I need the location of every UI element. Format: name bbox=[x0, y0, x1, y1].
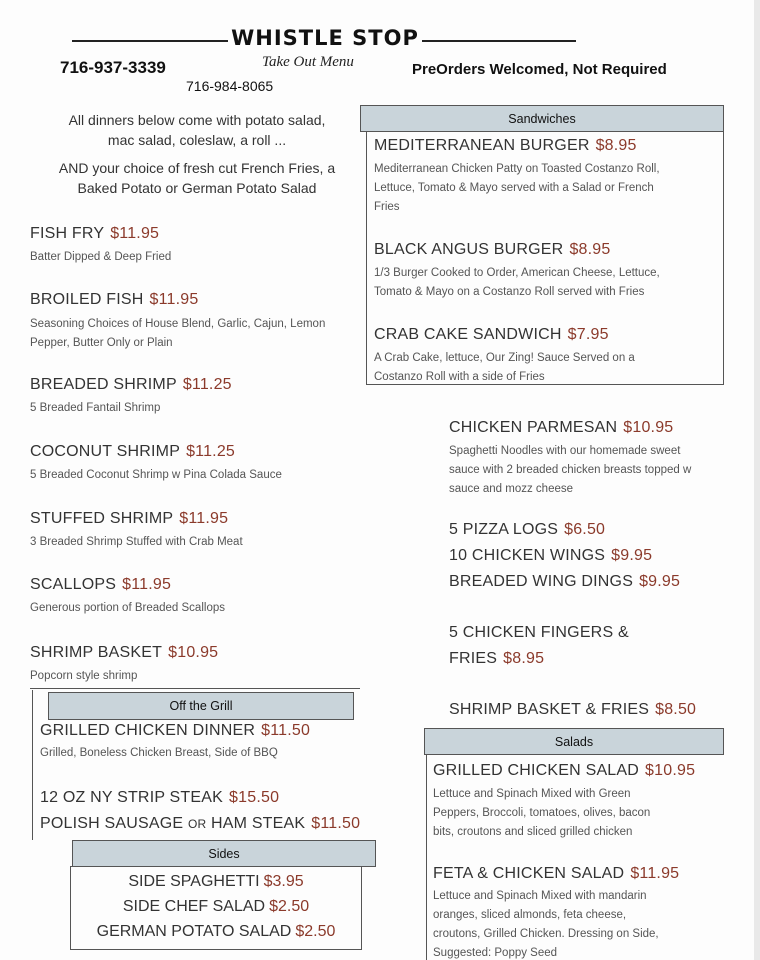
desc-line: 1/3 Burger Cooked to Order, American Cheese, Lettuce, bbox=[374, 267, 660, 279]
desc-line: Suggested: Poppy Seed bbox=[433, 947, 558, 959]
menu-item-fish-fry bbox=[30, 225, 159, 243]
desc-line: Seasoning Choices of House Blend, Garlic, Cajun, Lemon bbox=[30, 318, 326, 330]
item-description bbox=[374, 349, 635, 387]
item-price: $11.25 bbox=[182, 376, 232, 393]
sides-header: Sides bbox=[72, 840, 376, 867]
intro-line: Baked Potato or German Potato Salad bbox=[77, 180, 317, 196]
item-name: GRILLED CHICKEN DINNER bbox=[40, 722, 256, 739]
menu-item-stuffed-shrimp bbox=[30, 510, 228, 528]
item-price: $8.50 bbox=[655, 701, 697, 718]
desc-line: Lettuce and Spinach Mixed with mandarin bbox=[433, 890, 647, 902]
restaurant-title: WHISTLE STOP bbox=[231, 26, 419, 50]
item-price: $9.95 bbox=[611, 547, 653, 564]
item-name: 5 PIZZA LOGS bbox=[449, 521, 559, 538]
item-name: BLACK ANGUS BURGER bbox=[374, 241, 564, 258]
intro-text-choice bbox=[30, 158, 364, 198]
menu-item-broiled-fish bbox=[30, 291, 199, 309]
menu-item-feta-chicken-salad bbox=[433, 865, 679, 883]
item-price: $8.95 bbox=[503, 650, 545, 667]
item-price: $11.95 bbox=[122, 576, 172, 593]
item-price: $9.95 bbox=[639, 573, 681, 590]
item-name: SIDE SPAGHETTI bbox=[128, 873, 260, 890]
desc-line: Mediterranean Chicken Patty on Toasted Costanzo Roll, bbox=[374, 163, 660, 175]
salads-box-edge bbox=[426, 754, 427, 960]
menu-item-shrimp-basket bbox=[30, 644, 218, 662]
side-item bbox=[71, 873, 361, 891]
menu-item-grilled-chicken-salad bbox=[433, 762, 695, 780]
sides-box bbox=[70, 866, 362, 950]
side-item bbox=[71, 898, 361, 916]
desc-line: Peppers, Broccoli, tomatoes, olives, bacon bbox=[433, 807, 651, 819]
title-rule-left bbox=[72, 40, 228, 42]
menu-item-shrimp-basket-fries bbox=[449, 701, 696, 719]
intro-line: All dinners below come with potato salad, bbox=[68, 112, 326, 128]
item-description: 5 Breaded Fantail Shrimp bbox=[30, 402, 161, 414]
item-price: $11.50 bbox=[311, 815, 361, 832]
phone-number-primary: 716-937-3339 bbox=[60, 58, 166, 77]
item-price: $7.95 bbox=[567, 326, 609, 343]
intro-line: mac salad, coleslaw, a roll ... bbox=[107, 132, 287, 148]
desc-line: sauce and mozz cheese bbox=[449, 483, 574, 495]
menu-item-chicken-fingers bbox=[449, 624, 629, 642]
item-price: $10.95 bbox=[623, 419, 674, 436]
desc-line: Fries bbox=[374, 201, 400, 213]
menu-item-chicken-wings bbox=[449, 547, 652, 565]
desc-line: sauce with 2 breaded chicken breasts topped w bbox=[449, 464, 692, 476]
item-name: 12 OZ NY STRIP STEAK bbox=[40, 789, 224, 806]
menu-item-polish-sausage bbox=[40, 815, 360, 833]
preorder-note: PreOrders Welcomed, Not Required bbox=[412, 61, 667, 78]
salads-header: Salads bbox=[424, 728, 724, 755]
item-name: CRAB CAKE SANDWICH bbox=[374, 326, 562, 343]
intro-text bbox=[30, 110, 364, 150]
item-price: $10.95 bbox=[645, 762, 696, 779]
item-description: Grilled, Boneless Chicken Breast, Side of BBQ bbox=[40, 747, 278, 759]
item-description bbox=[30, 315, 325, 353]
item-name: FRIES bbox=[449, 650, 498, 667]
item-price: $11.95 bbox=[149, 291, 199, 308]
item-name: STUFFED SHRIMP bbox=[30, 510, 174, 527]
item-price: $8.95 bbox=[569, 241, 611, 258]
item-name: 5 CHICKEN FINGERS & bbox=[449, 624, 629, 641]
menu-item-scallops bbox=[30, 576, 171, 594]
menu-item-grilled-chicken-dinner bbox=[40, 722, 310, 740]
item-price: $11.50 bbox=[261, 722, 311, 739]
menu-item-chicken-parmesan bbox=[449, 419, 673, 437]
item-name: SHRIMP BASKET & FRIES bbox=[449, 701, 650, 718]
item-price: $15.50 bbox=[229, 789, 280, 806]
item-price: $10.95 bbox=[168, 644, 219, 661]
desc-line: A Crab Cake, lettuce, Our Zing! Sauce Served on a bbox=[374, 352, 635, 364]
menu-item-pizza-logs bbox=[449, 521, 605, 539]
menu-item-wing-dings bbox=[449, 573, 680, 591]
item-price: $3.95 bbox=[263, 873, 304, 890]
item-description: 5 Breaded Coconut Shrimp w Pina Colada Sauce bbox=[30, 469, 282, 481]
item-description bbox=[374, 160, 660, 217]
item-description: Generous portion of Breaded Scallops bbox=[30, 602, 225, 614]
menu-item-chicken-fingers-cont bbox=[449, 650, 544, 668]
desc-line: croutons, Grilled Chicken. Dressing on Side, bbox=[433, 928, 659, 940]
desc-line: Tomato & Mayo on a Costanzo Roll served with Fries bbox=[374, 286, 645, 298]
desc-line: Pepper, Butter Only or Plain bbox=[30, 337, 173, 349]
item-price: $2.50 bbox=[295, 923, 336, 940]
item-name: SHRIMP BASKET bbox=[30, 644, 163, 661]
item-name: POLISH SAUSAGE bbox=[40, 815, 184, 832]
grill-header: Off the Grill bbox=[48, 692, 354, 720]
item-name: FETA & CHICKEN SALAD bbox=[433, 865, 625, 882]
item-name: BREADED WING DINGS bbox=[449, 573, 634, 590]
menu-item-black-angus-burger bbox=[374, 241, 610, 259]
item-price: $8.95 bbox=[595, 137, 637, 154]
desc-line: Lettuce, Tomato & Mayo served with a Salad or French bbox=[374, 182, 654, 194]
menu-item-mediterranean-burger bbox=[374, 137, 637, 155]
intro-line: AND your choice of fresh cut French Fries, a bbox=[58, 160, 336, 176]
item-price: $2.50 bbox=[269, 898, 310, 915]
grill-box-edge bbox=[32, 690, 33, 840]
item-name: FISH FRY bbox=[30, 225, 105, 242]
item-description: Batter Dipped & Deep Fried bbox=[30, 251, 172, 263]
menu-item-breaded-shrimp bbox=[30, 376, 232, 394]
desc-line: Lettuce and Spinach Mixed with Green bbox=[433, 788, 631, 800]
phone-number-secondary: 716-984-8065 bbox=[186, 78, 274, 94]
item-name: SIDE CHEF SALAD bbox=[122, 898, 266, 915]
item-name: 10 CHICKEN WINGS bbox=[449, 547, 606, 564]
desc-line: oranges, sliced almonds, feta cheese, bbox=[433, 909, 627, 921]
item-description: 3 Breaded Shrimp Stuffed with Crab Meat bbox=[30, 536, 243, 548]
item-description bbox=[449, 442, 691, 499]
item-or: OR bbox=[187, 817, 207, 831]
desc-line: Spaghetti Noodles with our homemade sweet bbox=[449, 445, 681, 457]
item-name: SCALLOPS bbox=[30, 576, 117, 593]
item-price: $11.95 bbox=[110, 225, 160, 242]
menu-item-ny-strip bbox=[40, 789, 279, 807]
item-price: $6.50 bbox=[564, 521, 606, 538]
sandwiches-header: Sandwiches bbox=[360, 105, 724, 132]
item-name: GERMAN POTATO SALAD bbox=[96, 923, 292, 940]
item-name: BREADED SHRIMP bbox=[30, 376, 177, 393]
menu-item-crab-cake-sandwich bbox=[374, 326, 609, 344]
menu-subtitle: Take Out Menu bbox=[262, 54, 354, 70]
side-item bbox=[71, 923, 361, 941]
item-description bbox=[374, 264, 660, 302]
item-description bbox=[433, 785, 650, 842]
item-price: $11.25 bbox=[186, 443, 236, 460]
item-description bbox=[433, 887, 659, 960]
item-name: HAM STEAK bbox=[211, 815, 306, 832]
item-price: $11.95 bbox=[179, 510, 229, 527]
item-name: COCONUT SHRIMP bbox=[30, 443, 181, 460]
item-name: CHICKEN PARMESAN bbox=[449, 419, 618, 436]
title-rule-right bbox=[422, 40, 576, 42]
grill-rule bbox=[30, 688, 360, 689]
menu-item-coconut-shrimp bbox=[30, 443, 235, 461]
item-name: GRILLED CHICKEN SALAD bbox=[433, 762, 640, 779]
item-name: BROILED FISH bbox=[30, 291, 144, 308]
item-price: $11.95 bbox=[630, 865, 680, 882]
desc-line: bits, croutons and sliced grilled chicken bbox=[433, 826, 633, 838]
item-name: MEDITERRANEAN BURGER bbox=[374, 137, 590, 154]
desc-line: Costanzo Roll with a side of Fries bbox=[374, 371, 545, 383]
item-description: Popcorn style shrimp bbox=[30, 670, 138, 682]
